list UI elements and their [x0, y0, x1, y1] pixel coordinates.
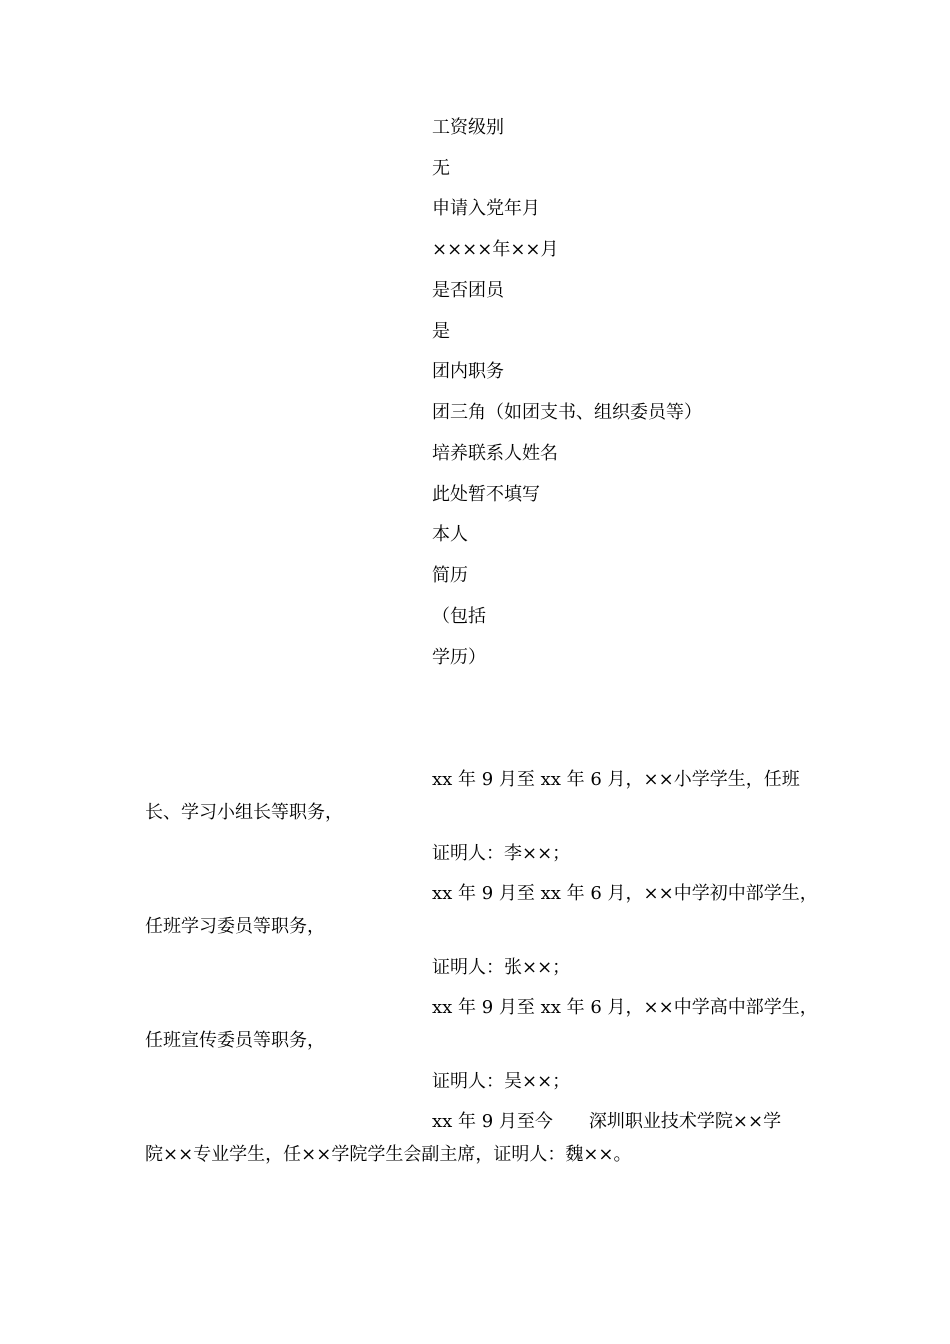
field-label-party-application-date: 申请入党年月 [432, 198, 540, 219]
field-value-party-application-date: ××××年××月 [432, 239, 559, 260]
field-label-resume-3: （包括 [432, 606, 486, 627]
resume-entry-2-line-2: 任班学习委员等职务， [145, 916, 325, 937]
resume-entry-1-line-2: 长、学习小组长等职务， [145, 802, 343, 823]
resume-witness-2: 证明人：张××； [432, 957, 571, 978]
resume-entry-2-line-1: xx 年 9 月至 xx 年 6 月，××中学初中部学生， [432, 883, 818, 904]
field-label-league-position: 团内职务 [432, 361, 504, 382]
resume-entry-4-line-1: xx 年 9 月至今 深圳职业技术学院××学 [432, 1111, 782, 1132]
resume-entry-3-line-1: xx 年 9 月至 xx 年 6 月，××中学高中部学生， [432, 997, 818, 1018]
field-label-contact-name: 培养联系人姓名 [432, 443, 558, 464]
resume-entry-3-line-2: 任班宣传委员等职务， [145, 1030, 325, 1051]
field-label-resume-2: 简历 [432, 565, 468, 586]
resume-witness-1: 证明人：李××； [432, 843, 571, 864]
field-value-league-position: 团三角（如团支书、组织委员等） [432, 402, 702, 423]
field-label-resume-4: 学历） [432, 647, 486, 668]
resume-entry-1-line-1: xx 年 9 月至 xx 年 6 月，××小学学生，任班 [432, 769, 800, 790]
field-value-league-member: 是 [432, 321, 450, 342]
field-value-contact-name: 此处暂不填写 [432, 484, 540, 505]
resume-entry-4-line-2: 院××专业学生，任××学院学生会副主席，证明人：魏××。 [145, 1144, 632, 1165]
resume-witness-3: 证明人：吴××； [432, 1071, 571, 1092]
field-label-resume-1: 本人 [432, 524, 468, 545]
field-label-league-member: 是否团员 [432, 280, 504, 301]
field-value-salary-grade: 无 [432, 158, 450, 179]
field-label-salary-grade: 工资级别 [432, 117, 504, 138]
